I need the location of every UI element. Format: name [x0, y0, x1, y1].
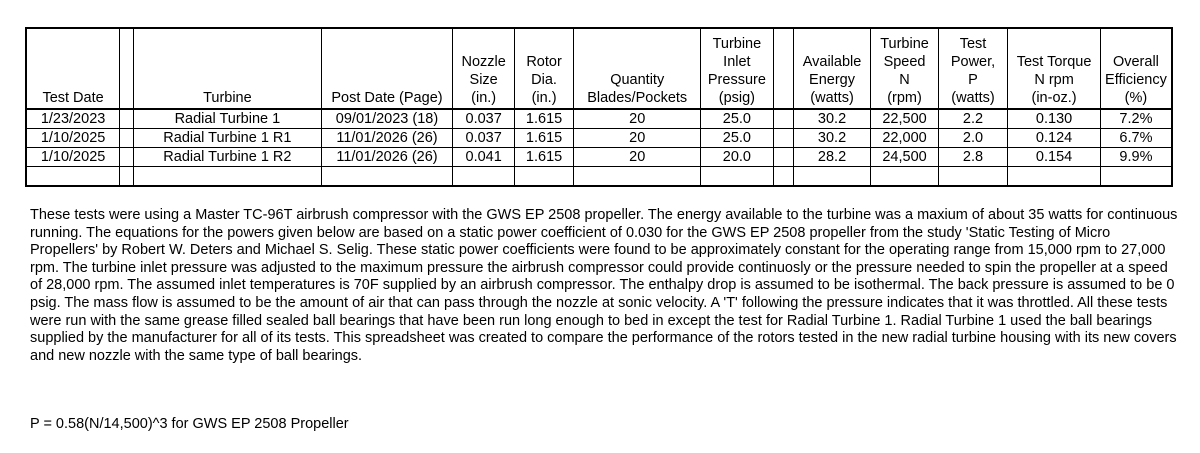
cell-quantity-blades: 20 [574, 109, 701, 129]
cell-nozzle-size: 0.041 [453, 148, 514, 167]
header-available-energy: Available Energy (watts) [793, 28, 871, 109]
cell-available-energy: 30.2 [793, 109, 871, 129]
cell-available-energy: 28.2 [793, 148, 871, 167]
cell-overall-efficiency [1100, 167, 1172, 187]
header-test-torque: Test Torque N rpm (in-oz.) [1008, 28, 1101, 109]
cell-rotor-dia: 1.615 [514, 148, 573, 167]
cell-available-energy: 30.2 [793, 129, 871, 148]
cell-test-date: 1/23/2023 [26, 109, 120, 129]
cell-test-torque: 0.124 [1008, 129, 1101, 148]
table-body [26, 109, 1172, 186]
power-formula: P = 0.58(N/14,500)^3 for GWS EP 2508 Propeller [30, 416, 349, 432]
header-quantity-blades: Quantity Blades/Pockets [574, 28, 701, 109]
cell-spacer-1 [120, 148, 134, 167]
cell-quantity-blades [574, 167, 701, 187]
cell-turbine-speed: 22,500 [871, 109, 938, 129]
test-notes-paragraph: These tests were using a Master TC-96T airbrush compressor with the GWS EP 2508 propeller. The energy available to the turbine was a maxium of about 35 watts for continuous running. The equations for the powers given below are based on a static power coefficient of 0.030 for the GWS EP 2508 propeller from the study 'Static Testing of Micro Propellers' by Robert W. Deters and Michael S. Selig. These static power coefficients were found to be approximately constant for the operating range from 15,000 rpm to 27,000 rpm. The turbine inlet pressure was adjusted to the maximum pressure the airbrush compressor could provide continuosly or the pressure needed to spin the propeller at a speed of 28,000 rpm. The assumed inlet temperatures is 70F supplied by an airbrush compressor. The enthalpy drop is assumed to be isothermal. The back pressure is assumed to be 0 psig. The mass flow is assumed to be the amount of air that can pass through the nozzle at sonic velocity. A 'T' following the pressure indicates that it was throttled. All these tests were run with the same grease filled sealed ball bearings that have been run long enough to bed in except the test for Radial Turbine 1. Radial Turbine 1 used the ball bearings supplied by the manufacturer for all of its tests. This spreadsheet was created to compare the performance of the rotors tested in the new radial turbine housing with its new covers and new nozzle with the same type of ball bearings. [30, 207, 1178, 364]
header-turbine-speed: Turbine Speed N (rpm) [871, 28, 938, 109]
cell-overall-efficiency: 6.7% [1100, 129, 1172, 148]
cell-overall-efficiency: 9.9% [1100, 148, 1172, 167]
cell-post-date: 09/01/2023 (18) [321, 109, 453, 129]
cell-turbine-speed [871, 167, 938, 187]
header-test-date: Test Date [26, 28, 120, 109]
cell-test-date [26, 167, 120, 187]
header-inlet-pressure: Turbine Inlet Pressure (psig) [701, 28, 774, 109]
cell-spacer-1 [120, 167, 134, 187]
cell-nozzle-size: 0.037 [453, 129, 514, 148]
cell-post-date: 11/01/2026 (26) [321, 129, 453, 148]
turbine-test-results-table [25, 27, 1173, 187]
cell-inlet-pressure [701, 167, 774, 187]
cell-post-date: 11/01/2026 (26) [321, 148, 453, 167]
cell-rotor-dia: 1.615 [514, 129, 573, 148]
cell-test-power [938, 167, 1007, 187]
table-row [26, 167, 1172, 187]
cell-test-date: 1/10/2025 [26, 129, 120, 148]
cell-test-torque: 0.154 [1008, 148, 1101, 167]
header-turbine: Turbine [134, 28, 321, 109]
header-row [26, 28, 1172, 109]
table-header [26, 28, 1172, 109]
cell-test-date: 1/10/2025 [26, 148, 120, 167]
header-rotor-dia: Rotor Dia. (in.) [514, 28, 573, 109]
cell-inlet-pressure: 20.0 [701, 148, 774, 167]
cell-spacer-1 [120, 109, 134, 129]
cell-test-power: 2.8 [938, 148, 1007, 167]
cell-spacer-2 [773, 109, 793, 129]
cell-rotor-dia: 1.615 [514, 109, 573, 129]
table-row [26, 129, 1172, 148]
header-post-date: Post Date (Page) [321, 28, 453, 109]
cell-quantity-blades: 20 [574, 129, 701, 148]
cell-spacer-2 [773, 129, 793, 148]
header-test-power: Test Power, P (watts) [938, 28, 1007, 109]
cell-overall-efficiency: 7.2% [1100, 109, 1172, 129]
cell-available-energy [793, 167, 871, 187]
cell-post-date [321, 167, 453, 187]
cell-test-torque: 0.130 [1008, 109, 1101, 129]
cell-spacer-2 [773, 148, 793, 167]
cell-turbine: Radial Turbine 1 R1 [134, 129, 321, 148]
cell-turbine: Radial Turbine 1 R2 [134, 148, 321, 167]
cell-turbine-speed: 24,500 [871, 148, 938, 167]
header-spacer-1 [120, 28, 134, 109]
header-spacer-2 [773, 28, 793, 109]
cell-test-power: 2.0 [938, 129, 1007, 148]
table-row [26, 109, 1172, 129]
cell-quantity-blades: 20 [574, 148, 701, 167]
cell-nozzle-size [453, 167, 514, 187]
cell-turbine-speed: 22,000 [871, 129, 938, 148]
cell-rotor-dia [514, 167, 573, 187]
cell-spacer-2 [773, 167, 793, 187]
cell-inlet-pressure: 25.0 [701, 129, 774, 148]
header-overall-efficiency: Overall Efficiency (%) [1100, 28, 1172, 109]
cell-spacer-1 [120, 129, 134, 148]
table-row [26, 148, 1172, 167]
header-nozzle-size: Nozzle Size (in.) [453, 28, 514, 109]
cell-test-power: 2.2 [938, 109, 1007, 129]
cell-test-torque [1008, 167, 1101, 187]
cell-inlet-pressure: 25.0 [701, 109, 774, 129]
cell-nozzle-size: 0.037 [453, 109, 514, 129]
cell-turbine: Radial Turbine 1 [134, 109, 321, 129]
cell-turbine [134, 167, 321, 187]
